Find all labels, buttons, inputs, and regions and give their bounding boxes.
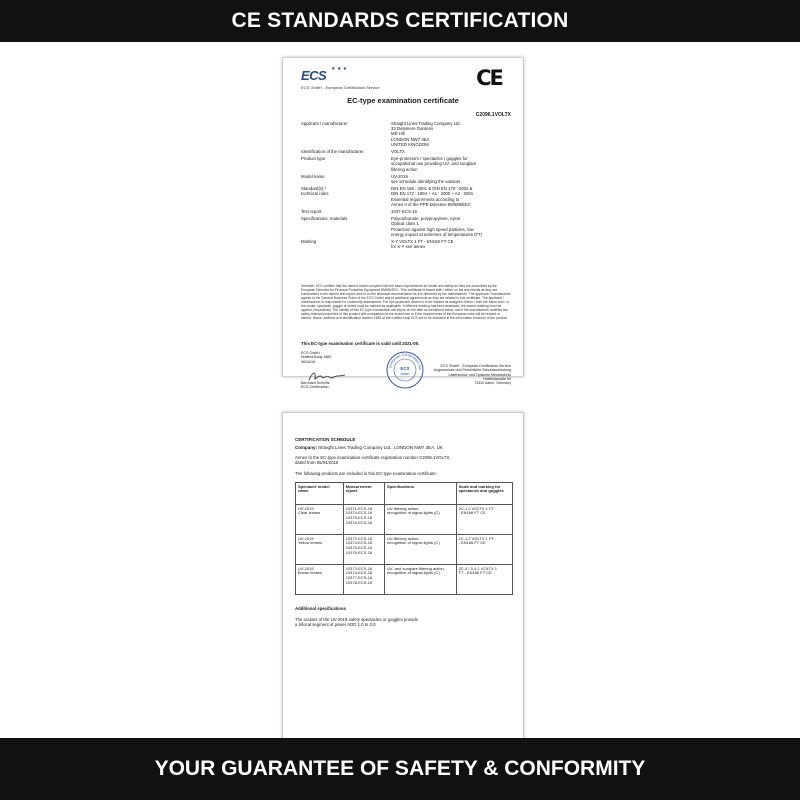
ecs-logo-subtitle: ECS GmbH - European Certification Service <box>301 85 380 90</box>
signer-name: Bernhard Schmitz ECS-Certification <box>301 381 330 390</box>
ecs-address: ECS GmbH - European Certification Service Augenschutz und Persönliche Schutzausrüstung Laserschutz und Optische Messtechnik Hüttfeldstraße 50 73430 Aalen, Germany <box>433 364 511 386</box>
stamp-text: European Certification Ser <box>388 352 423 371</box>
field-label: Standard(s) / technical rules <box>301 186 329 197</box>
table-row <box>296 565 513 595</box>
column-header: Specifications <box>384 483 456 505</box>
table-cell: UV- and sunglare filtering action, recognition of signal lights (C) <box>384 565 456 595</box>
table-header-row <box>296 483 513 505</box>
svg-text:ECS: ECS <box>400 366 410 371</box>
field-label: Product type <box>301 156 326 162</box>
table-cell: UV-filtering action, recognition of signal lights (C) <box>384 535 456 565</box>
field-value: 1037-ECS-16 <box>391 209 418 215</box>
column-header: Measurement report <box>343 483 384 505</box>
certificate-title: EC-type examination certificate <box>347 96 459 105</box>
table-cell: UV-2019 Clear lenses <box>296 505 344 535</box>
svg-text:Aalen: Aalen <box>400 372 410 376</box>
schedule-table <box>295 482 513 595</box>
ecs-stamp-icon <box>385 350 425 390</box>
certificate-fields <box>301 121 511 251</box>
column-header: Spectacle model name <box>296 483 344 505</box>
certificate-fine-print: Herewith, ECS certifies that the named model complies with the basic requirements for health and safety as they are prescribed by the European Directive for Personal Protective Equipment 89/686/EEC. This certificate is based both / either on the test results as they are summarized in the named test report, and/or on the technical documentation as it is delivered by the manufacturer. The applicant / manufacturer agrees to the General Business Rules of the ECS GmbH and to additional agreements as they are related to this certificate. The applicant / manufacturer is responsible for conformity assessment. The eye-protection device is to be marked as assigned. Either / both the frame and / or the ocular, spectacle, goggle or shield must be marked as applicable. If different marking has been assessed, the lowest marking must be applied, respectively. The validity of this EC-type examination will expire on the date as mentioned below, and if the manufacturer modifies the safety-relevant properties of this product with comparison to the tested one or if the requirements of the European rules will be revised or altered. Name, address and identification number 1883 of the notified body ECS are to be indicated in the information brochure of the product. <box>301 284 511 320</box>
schedule-included-text: The following products are included in this EC-type examination certificate: <box>295 471 437 476</box>
certification-schedule-page <box>282 412 524 752</box>
field-label: Model name <box>301 173 325 179</box>
ecs-logo: ECS <box>301 68 327 83</box>
schedule-title: CERTIFICATION SCHEDULE <box>295 437 356 442</box>
field-value: Eye-protectors / spectacles / goggles for occupational use providing UV- and sunglare filtering action <box>391 156 477 172</box>
field-label: Applicant / manufacturer <box>301 121 348 126</box>
table-cell: 2C-4 / 5-4.1 VOLTX 1 FT - EN166 FT CE <box>456 565 512 595</box>
schedule-annex: Annex to the EC-type examination certificate registration number C2096.1VOLTX, dated from 06/04/2016 <box>295 455 451 466</box>
certificate-header <box>295 66 513 100</box>
bottom-banner: YOUR GUARANTEE OF SAFETY & CONFORMITY <box>0 738 800 800</box>
table-cell: 10372-ECS-16 10374-ECS-16 10375-ECS-16 10376-ECS-16 <box>343 535 384 565</box>
table-cell: 2C-1.2 VOLTX 1 FT - EN166 FT CE <box>456 505 512 535</box>
table-row <box>296 505 513 535</box>
table-cell: UV-2019 Brown lenses <box>296 565 344 595</box>
top-banner: CE STANDARDS CERTIFICATION <box>0 0 800 42</box>
validity-statement: This EC-type examination certificate is valid until 2021-05. <box>301 341 420 346</box>
notified-body-info: ECS GmbH Notified Body 1883 06/04/16 <box>301 351 332 364</box>
certificate-number: C2096.1VOLTX <box>475 112 511 118</box>
company-label: Company: <box>295 445 318 450</box>
column-header: Scale and marking for spectacles and goggles <box>456 483 512 505</box>
ce-mark-icon: CE <box>476 66 502 90</box>
stars-icon: ★ ★ ★ <box>331 66 348 72</box>
table-cell: 2C-1.2 VOLTX 1 FT - EN166 FT CE <box>456 535 512 565</box>
field-value: DIN EN 166 : 2001 & DIN EN 170 : 2002 & DIN EN 172 : 1994 + A1 : 2000 + A2 : 2001 Essential requirements according to Annex II of the PPE-Directive 89/686/EEC <box>391 186 474 207</box>
table-cell: UV-2019 Yellow lenses <box>296 535 344 565</box>
field-row <box>301 149 511 154</box>
additional-specs-text: The oculars of the UV-2019 safety spectacles or goggles provide a bifocal segment of power ADD 1.0 to 3.0. <box>295 617 419 628</box>
field-value: X-Y VOLTX 1 FT - EN166 FT CE for X-Y see annex <box>391 239 454 250</box>
table-row <box>296 535 513 565</box>
field-row <box>301 216 511 237</box>
ec-certificate-page <box>282 57 524 390</box>
field-value: VOLTX <box>391 149 405 155</box>
field-row <box>301 174 511 184</box>
schedule-company <box>295 445 443 450</box>
field-row <box>301 209 511 214</box>
field-value: UV-2019 see schedule identifying the variants <box>391 173 461 185</box>
table-cell: 10371-ECS-16 10374-ECS-16 10375-ECS-16 10376-ECS-16 <box>343 505 384 535</box>
table-cell: UV-filtering action, recognition of signal lights (C) <box>384 505 456 535</box>
field-label: Test report <box>301 209 322 215</box>
field-label: Identification of the manufacturer <box>301 149 364 155</box>
table-cell: 10373-ECS-16 10374-ECS-16 10377-ECS-16 10378-ECS-16 <box>343 565 384 595</box>
field-value: Polycarbonate, polypropylene, nylon Optical class 1 Protection against high speed particles, low energy impact at extremes of temperatures (FT) <box>391 216 483 237</box>
field-label: Marking <box>301 239 317 245</box>
field-label: Specifications, materials <box>301 216 348 222</box>
company-value: Straight Lines Trading Company Ltd., LONDON NW7 3EA, UK <box>318 445 443 450</box>
additional-specs-title: Additional specifications <box>295 606 346 611</box>
field-row <box>301 186 511 207</box>
field-row <box>301 239 511 249</box>
field-value: Straight Lines Trading Company Ltd. 33 Delamere Gardens Mill Hill LONDON NW7 3EA UNITED KINGDOM <box>391 121 461 147</box>
field-row <box>301 156 511 172</box>
field-row <box>301 121 511 147</box>
